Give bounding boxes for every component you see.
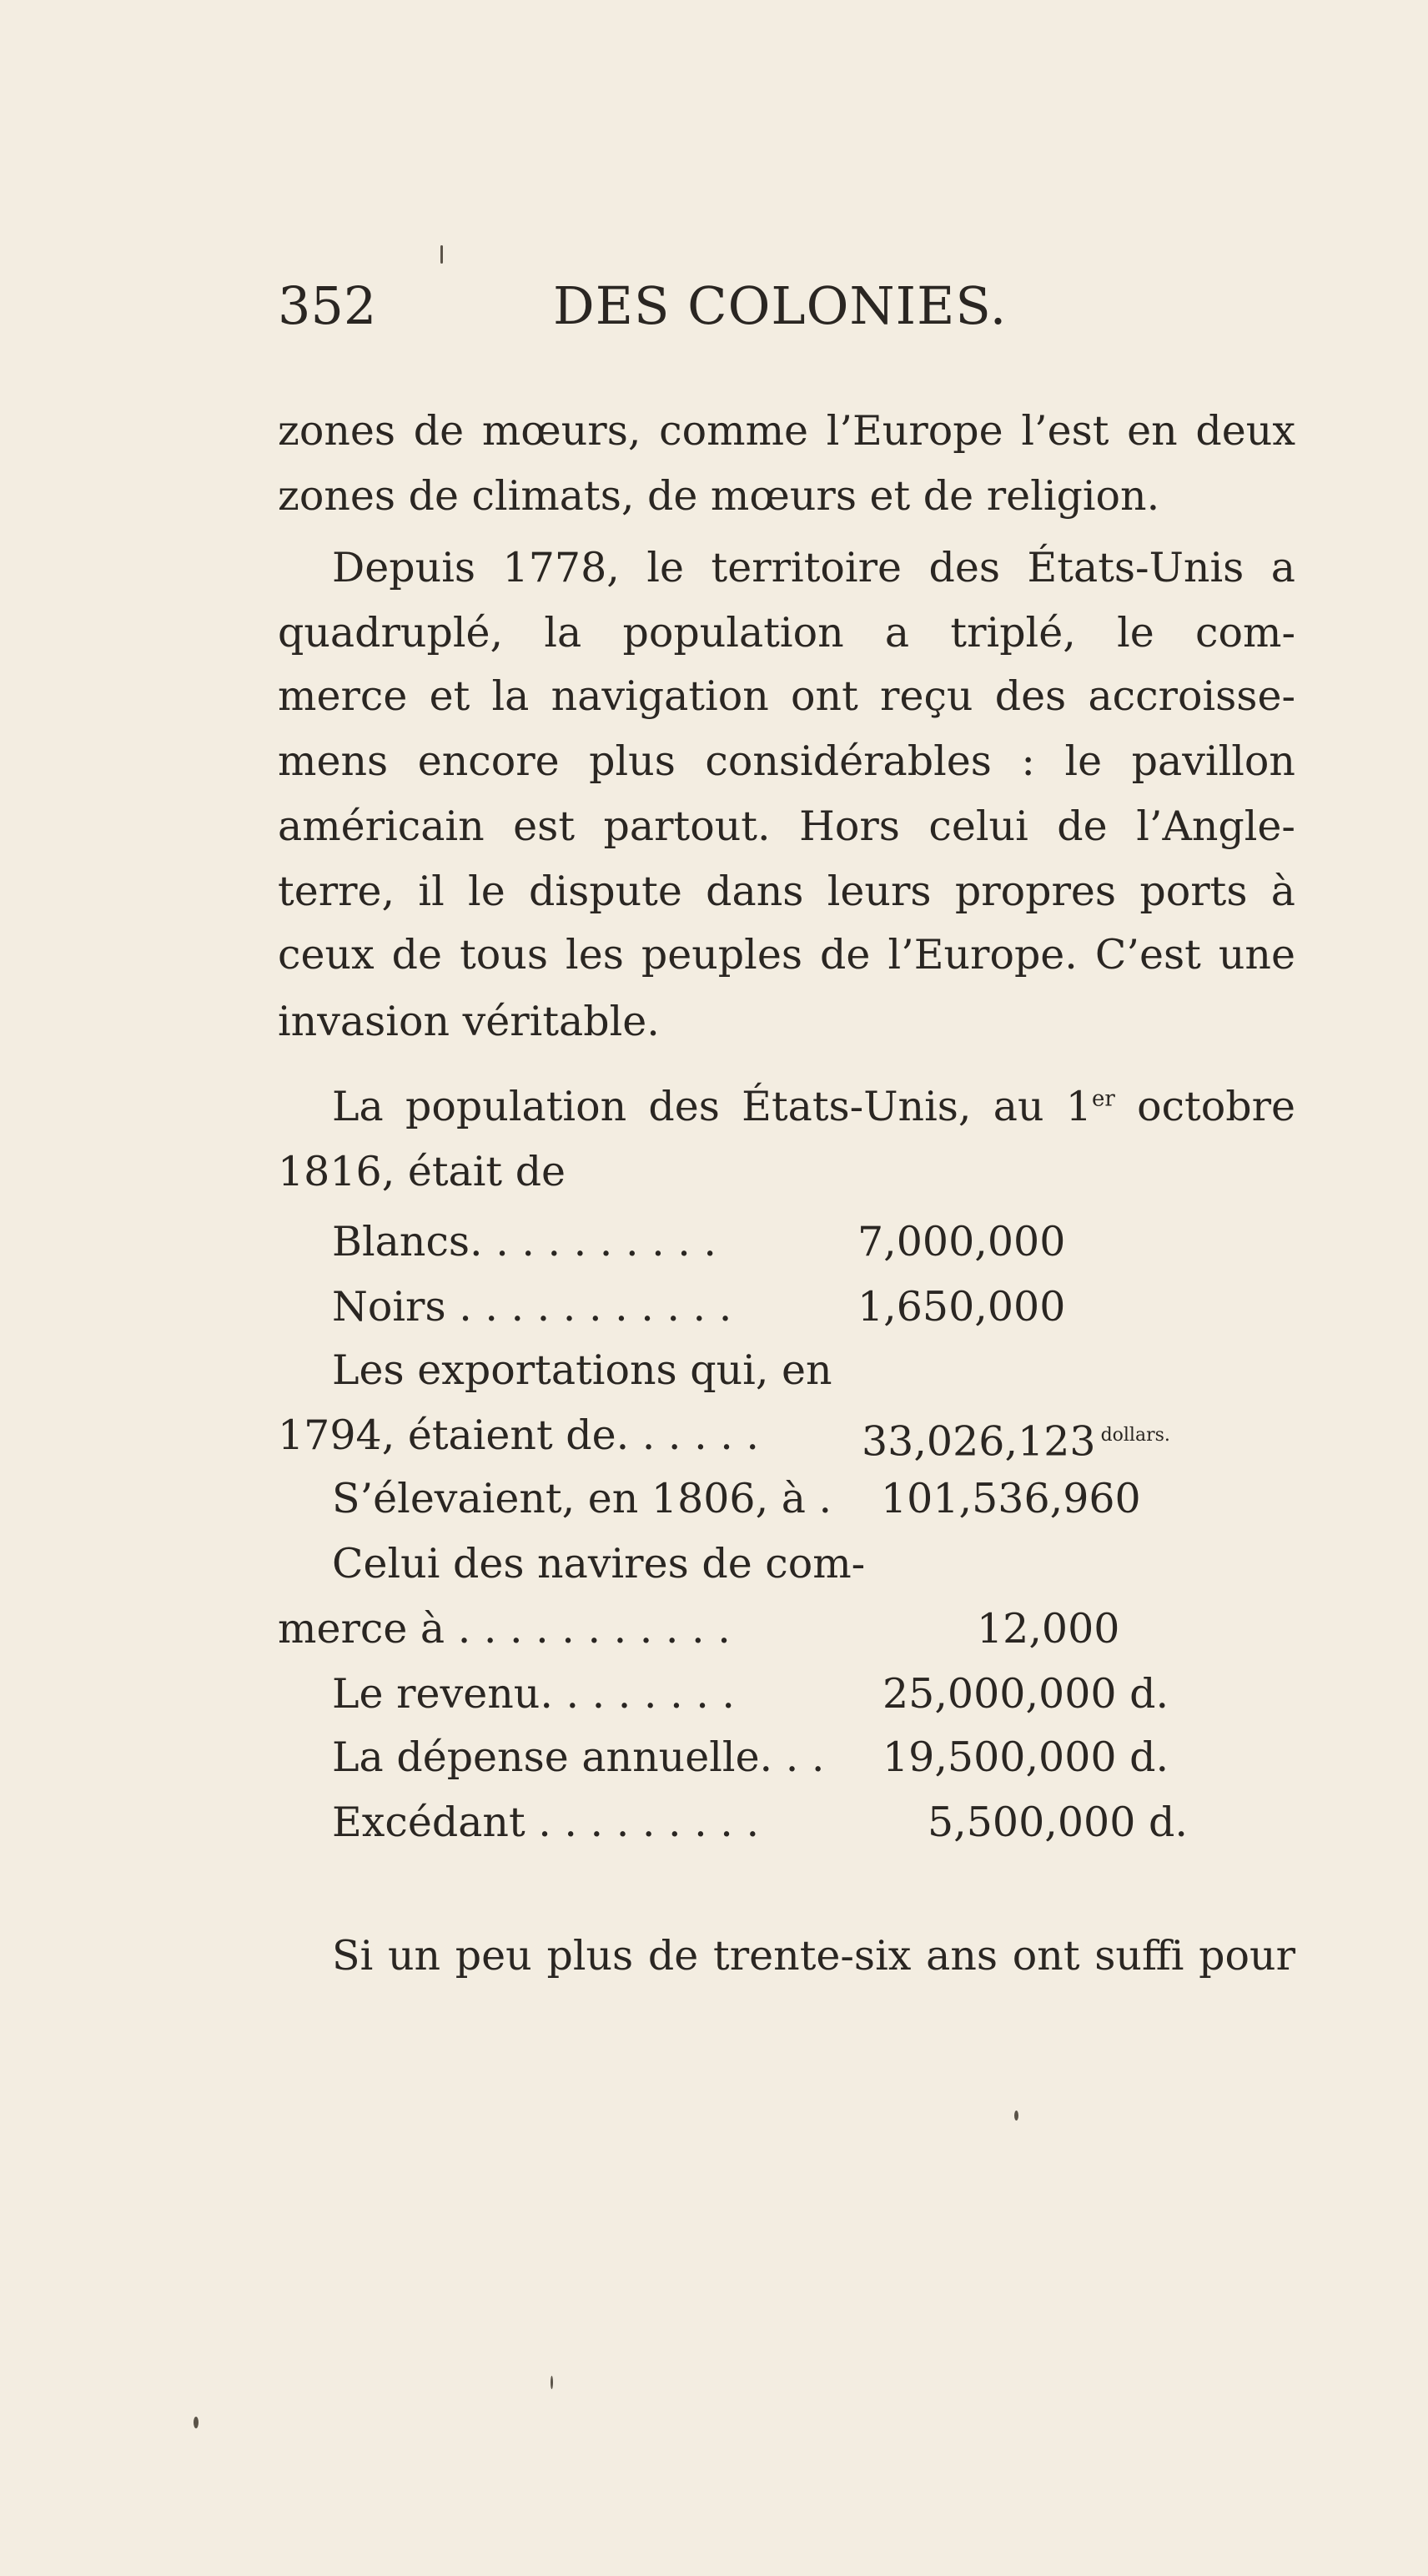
row-label: Les exportations qui, en xyxy=(332,1346,832,1394)
table-row xyxy=(332,1341,1375,1400)
text-line: zones de climats, de mœurs et de religion. xyxy=(278,472,1160,520)
page-number: 352 xyxy=(278,275,377,336)
paper-speck xyxy=(1014,2111,1018,2121)
text-line: ceux de tous les peuples de l’Europe. C’est une xyxy=(278,931,1295,979)
table-row xyxy=(332,1794,1375,1852)
text-line: Si un peu plus de trente-six ans ont suffi pour xyxy=(332,1932,1295,1980)
population-intro-line2: 1816, était de xyxy=(278,1148,566,1195)
table-row xyxy=(332,1213,1375,1271)
row-value: 5,500,000 d. xyxy=(928,1799,1188,1846)
row-label: merce à . . . . . . . . . . . xyxy=(278,1605,731,1653)
text-line: quadruplé, la population a triplé, le com- xyxy=(278,609,1295,657)
text-line: terre, il le dispute dans leurs propres ports à xyxy=(278,868,1295,915)
population-intro-line xyxy=(332,1078,1295,1136)
table-row xyxy=(278,1600,1320,1658)
text-line: américain est partout. Hors celui de l’Angle- xyxy=(278,802,1295,850)
row-label: Blancs. . . . . . . . . . xyxy=(332,1218,717,1265)
row-label: Noirs . . . . . . . . . . . xyxy=(332,1283,732,1331)
running-title: DES COLONIES. xyxy=(553,275,1008,336)
row-value: 19,500,000 d. xyxy=(882,1733,1169,1781)
text-line: invasion véritable. xyxy=(278,998,660,1045)
row-value: 1,650,000 xyxy=(857,1283,1066,1331)
row-value xyxy=(862,1406,1170,1471)
text-line: zones de mœurs, comme l’Europe l’est en deux xyxy=(278,407,1295,455)
table-row xyxy=(278,1406,1320,1465)
row-value-unit: dollars. xyxy=(1100,1425,1170,1446)
table-row xyxy=(332,1728,1375,1787)
population-intro-text: La population des États-Unis, au 1 xyxy=(332,1083,1092,1130)
table-row xyxy=(332,1470,1375,1528)
row-label: Le revenu. . . . . . . . xyxy=(332,1670,735,1718)
population-intro-text-end: octobre xyxy=(1114,1083,1296,1130)
row-label: S’élevaient, en 1806, à . xyxy=(332,1475,832,1522)
paper-speck xyxy=(551,2376,553,2389)
page-header xyxy=(278,269,1279,344)
row-value-number: 33,026,123 xyxy=(862,1417,1096,1466)
paper-speck xyxy=(440,245,443,264)
row-label: 1794, étaient de. . . . . . xyxy=(278,1411,759,1459)
table-row xyxy=(332,1665,1375,1723)
text-line: Depuis 1778, le territoire des États-Unis a xyxy=(332,544,1295,591)
text-line: mens encore plus considérables : le pavillon xyxy=(278,737,1295,785)
population-intro-superscript: er xyxy=(1091,1086,1115,1112)
row-label: Excédant . . . . . . . . . xyxy=(332,1799,760,1846)
table-row xyxy=(332,1535,1375,1593)
row-value: 101,536,960 xyxy=(881,1475,1141,1522)
table-row xyxy=(332,1278,1375,1336)
row-value: 12,000 xyxy=(977,1605,1120,1653)
paper-speck xyxy=(194,2417,199,2428)
row-value: 25,000,000 d. xyxy=(882,1670,1169,1718)
row-label: La dépense annuelle. . . xyxy=(332,1733,825,1781)
row-value: 7,000,000 xyxy=(857,1218,1066,1265)
row-label: Celui des navires de com- xyxy=(332,1540,866,1587)
text-line: merce et la navigation ont reçu des accroisse- xyxy=(278,672,1295,720)
